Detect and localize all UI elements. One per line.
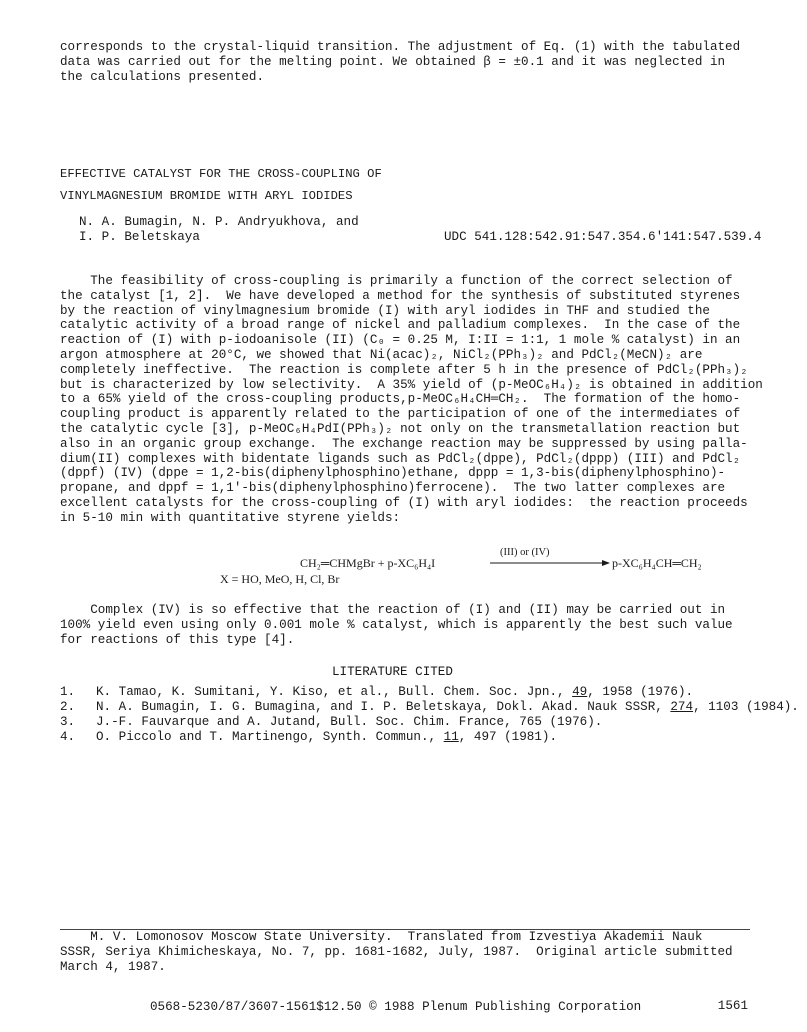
equation-substituents: X = HO, MeO, H, Cl, Br bbox=[220, 572, 340, 586]
authors bbox=[79, 215, 419, 245]
reference-item bbox=[60, 715, 760, 730]
reference-number: 3. bbox=[60, 715, 76, 729]
body-text-line: coupling product is apparently related to the participation of one of the intermediates of bbox=[60, 407, 741, 422]
body-text-line: the catalyst [1, 2]. We have developed a method for the synthesis of substituted styrenes bbox=[60, 288, 741, 303]
reference-number: 4. bbox=[60, 730, 76, 744]
footnote-line: SSSR, Seriya Khimicheskaya, No. 7, pp. 1681-1682, July, 1987. Original article submitted bbox=[60, 944, 733, 959]
reference-item bbox=[60, 685, 760, 700]
continuation-paragraph: corresponds to the crystal-liquid transition. The adjustment of Eq. (1) with the tabulated data was carried out for the melting point. We obtained β = ±0.1 and it was neglected in the calculations presented. bbox=[60, 40, 741, 84]
reference-text-main: O. Piccolo and T. Martinengo, Synth. Commun., bbox=[96, 730, 444, 744]
reference-number: 2. bbox=[60, 700, 76, 714]
body-paragraph-1 bbox=[60, 274, 763, 526]
reference-text bbox=[96, 700, 799, 715]
article-title bbox=[60, 163, 560, 207]
body-text-line: 100% yield even using only 0.001 mole % catalyst, which is apparently the best such value bbox=[60, 617, 733, 632]
literature-heading: LITERATURE CITED bbox=[332, 665, 453, 679]
reference-volume: 274 bbox=[670, 700, 694, 714]
copyright-line: 0568-5230/87/3607-1561$12.50 © 1988 Plenum Publishing Corporation bbox=[150, 1000, 642, 1014]
reference-item bbox=[60, 730, 760, 745]
body-text-line: reaction of (I) with p-iodoanisole (II) (C₀ = 0.25 M, I:II = 1:1, 1 mole % catalyst) in an bbox=[60, 333, 741, 348]
reference-text-tail: , 1103 (1984). bbox=[693, 700, 799, 714]
body-text-line: catalytic activity of a broad range of nickel and palladium complexes. In the case of the bbox=[60, 318, 741, 333]
body-text-line: The feasibility of cross-coupling is primarily a function of the correct selection of bbox=[60, 274, 733, 288]
reference-text bbox=[96, 715, 602, 730]
authors-line-1: N. A. Bumagin, N. P. Andryukhova, and bbox=[79, 215, 359, 229]
reference-text-tail: , 497 (1981). bbox=[458, 730, 558, 744]
reference-text bbox=[96, 685, 693, 700]
body-text-line: argon atmosphere at 20°C, we showed that Ni(acac)₂, NiCl₂(PPh₃)₂ and PdCl₂(MeCN)₂ are bbox=[60, 347, 703, 362]
reference-volume: 11 bbox=[443, 730, 459, 744]
authors-line-2: I. P. Beletskaya bbox=[79, 230, 200, 244]
body-text-line: by the reaction of vinylmagnesium bromide (I) with aryl iodides in THF and studied the bbox=[60, 303, 710, 318]
reference-text-main: J.-F. Fauvarque and A. Jutand, Bull. Soc. Chim. France, 765 (1976). bbox=[96, 715, 603, 729]
body-text-line: the catalytic cycle [3], p-MeOC₆H₄PdI(PPh₃)₂ not only on the transmetallation reaction but bbox=[60, 421, 741, 436]
body-text-line: to a 65% yield of the cross-coupling products,p-MeOC₆H₄CH═CH₂. The formation of the homo- bbox=[60, 392, 741, 407]
body-text-line: (dppf) (IV) (dppe = 1,2-bis(diphenylphosphino)ethane, dppp = 1,3-bis(diphenylphosphino)- bbox=[60, 466, 726, 481]
reaction-equation bbox=[200, 545, 702, 590]
body-text-line: also in an organic group exchange. The exchange reaction may be suppressed by using palla- bbox=[60, 436, 748, 451]
footnote-line: M. V. Lomonosov Moscow State University. Translated from Izvestiya Akademii Nauk bbox=[60, 930, 703, 944]
article-title-line-2: VINYLMAGNESIUM BROMIDE WITH ARYL IODIDES bbox=[60, 189, 353, 203]
footnote-line: March 4, 1987. bbox=[60, 959, 166, 974]
reference-text-main: N. A. Bumagin, I. G. Bumagina, and I. P. Beletskaya, Dokl. Akad. Nauk SSSR, bbox=[96, 700, 671, 714]
reference-list bbox=[60, 685, 799, 745]
reference-text bbox=[96, 730, 557, 745]
body-text-line: propane, and dppf = 1,1'-bis(diphenylphosphino)ferrocene). The two latter complexes are bbox=[60, 481, 726, 496]
footnote bbox=[60, 930, 750, 974]
reference-item bbox=[60, 700, 799, 715]
equation-catalyst-label: (III) or (IV) bbox=[500, 547, 550, 558]
reference-text-main: K. Tamao, K. Sumitani, Y. Kiso, et al., Bull. Chem. Soc. Jpn., bbox=[96, 685, 573, 699]
body-text-line: completely ineffective. The reaction is complete after 5 h in the presence of PdCl₂(PPh₃)₂ bbox=[60, 362, 748, 377]
body-paragraph-2 bbox=[60, 603, 750, 647]
body-text-line: excellent catalysts for the cross-coupling of (I) with aryl iodides: the reaction proceeds bbox=[60, 495, 748, 510]
body-text-line: but is characterized by low selectivity. A 35% yield of (p-MeOC₆H₄)₂ is obtained in addition bbox=[60, 377, 763, 392]
body-text-line: dium(II) complexes with bidentate ligands such as PdCl₂(dppe), PdCl₂(dppp) (III) and PdCl₂ bbox=[60, 451, 741, 466]
body-text-line: Complex (IV) is so effective that the reaction of (I) and (II) may be carried out in bbox=[60, 603, 726, 617]
reference-volume: 49 bbox=[572, 685, 588, 699]
body-text-line: for reactions of this type [4]. bbox=[60, 632, 295, 647]
reference-text-tail: , 1958 (1976). bbox=[587, 685, 694, 699]
page-number: 1561 bbox=[717, 999, 748, 1013]
body-text-line: in 5-10 min with quantitative styrene yields: bbox=[60, 510, 401, 525]
equation-product: p-XC₆H₄CH═CH₂ bbox=[612, 556, 702, 570]
udc-code: UDC 541.128:542.91:547.354.6'141:547.539.4 bbox=[444, 230, 762, 244]
equation-reactants: CH₂═CHMgBr + p-XC₆H₄I bbox=[300, 556, 436, 570]
article-title-line-1: EFFECTIVE CATALYST FOR THE CROSS-COUPLING OF bbox=[60, 167, 382, 181]
reference-number: 1. bbox=[60, 685, 76, 699]
reaction-arrow-icon bbox=[490, 559, 610, 567]
